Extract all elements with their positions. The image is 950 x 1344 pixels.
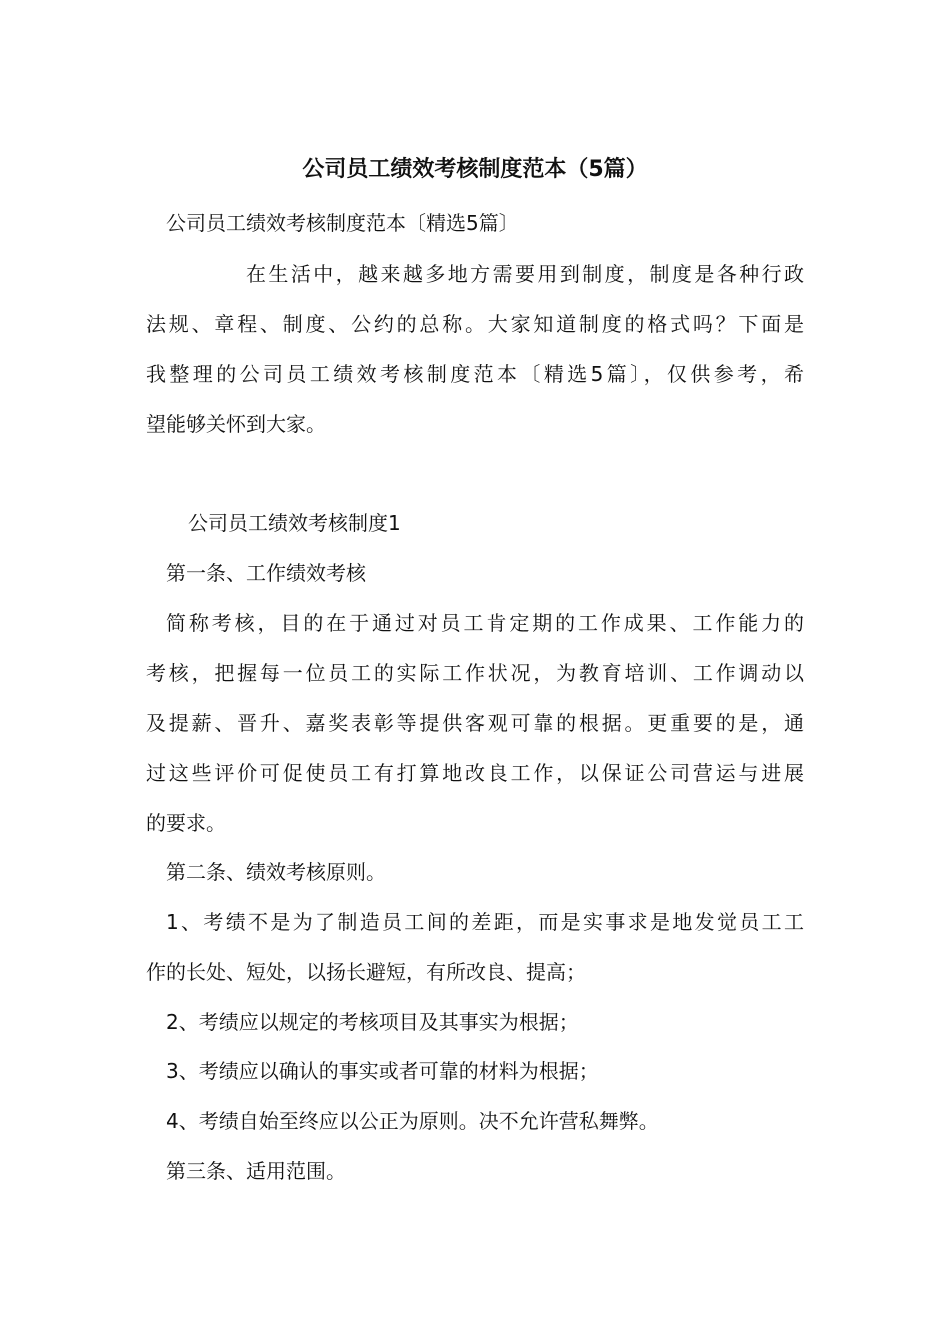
- article-1-line-1: 简称考核，目的在于通过对员工肯定期的工作成果、工作能力的: [166, 611, 804, 635]
- article-2-item-2: 2、考绩应以规定的考核项目及其事实为根据；: [166, 1010, 579, 1034]
- article-1-line-3: 及提薪、晋升、嘉奖表彰等提供客观可靠的根据。更重要的是，通: [146, 711, 804, 735]
- article-2-item-1-line-2: 作的长处、短处，以扬长避短，有所改良、提高；: [146, 960, 586, 984]
- article-1-heading: 第一条、工作绩效考核: [166, 561, 366, 585]
- article-3-heading: 第三条、适用范围。: [166, 1159, 346, 1183]
- section-heading: 公司员工绩效考核制度1: [188, 511, 401, 535]
- intro-line-2: 法规、章程、制度、公约的总称。大家知道制度的格式吗？下面是: [146, 312, 804, 336]
- article-1-line-2: 考核，把握每一位员工的实际工作状况，为教育培训、工作调动以: [146, 661, 804, 685]
- article-1-line-5: 的要求。: [146, 811, 226, 835]
- article-2-heading: 第二条、绩效考核原则。: [166, 860, 386, 884]
- article-2-item-4: 4、考绩自始至终应以公正为原则。决不允许营私舞弊。: [166, 1109, 659, 1133]
- document-title: 公司员工绩效考核制度范本（5篇）: [302, 157, 648, 182]
- article-2-item-1-line-1: 1、考绩不是为了制造员工间的差距，而是实事求是地发觉员工工: [166, 910, 804, 934]
- intro-line-1: 在生活中，越来越多地方需要用到制度，制度是各种行政: [246, 262, 804, 286]
- document-subtitle: 公司员工绩效考核制度范本〔精选5篇〕: [166, 211, 519, 235]
- article-1-line-4: 过这些评价可促使员工有打算地改良工作，以保证公司营运与进展: [146, 761, 804, 785]
- intro-line-3: 我整理的公司员工绩效考核制度范本〔精选5篇〕，仅供参考，希: [146, 362, 804, 386]
- article-2-item-3: 3、考绩应以确认的事实或者可靠的材料为根据；: [166, 1059, 599, 1083]
- intro-line-4: 望能够关怀到大家。: [146, 412, 326, 436]
